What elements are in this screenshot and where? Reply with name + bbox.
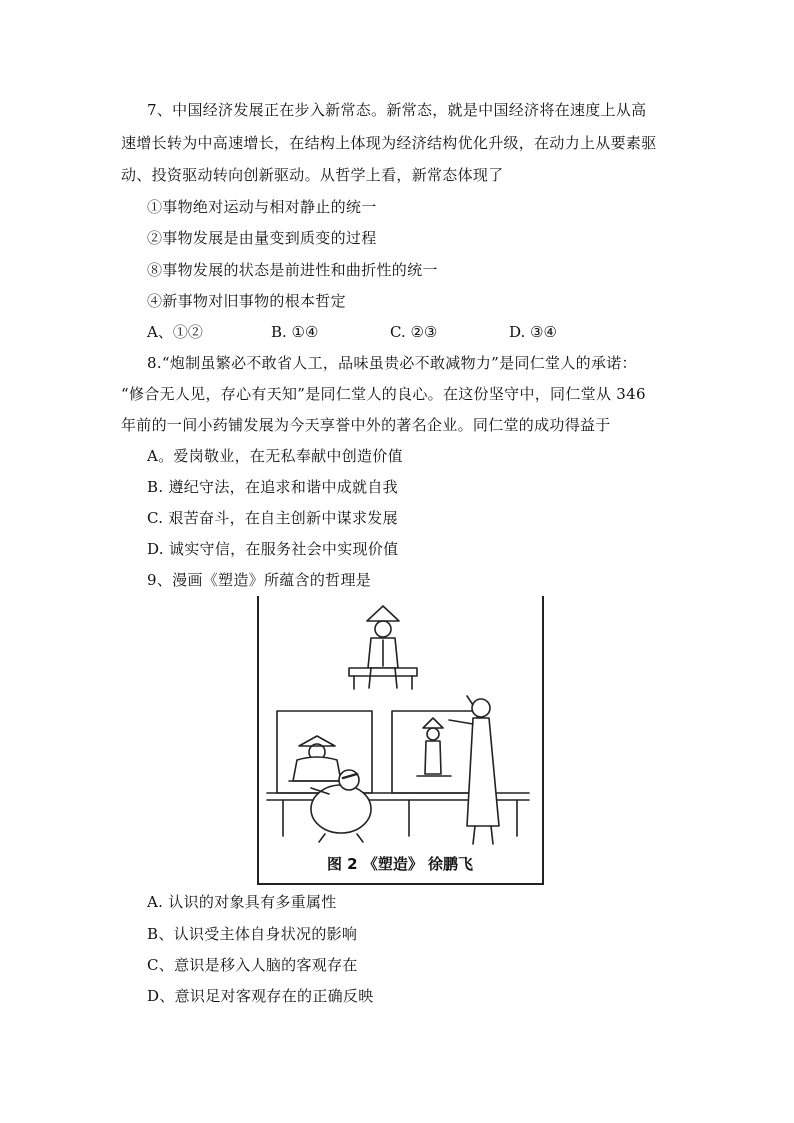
q7-statement-4: ④新事物对旧事物的根本哲定 xyxy=(147,292,346,310)
cartoon-image xyxy=(257,596,544,885)
q7-statement-2: ②事物发展是由量变到质变的过程 xyxy=(147,229,377,247)
q9-option-d: D、意识足对客观存在的正确反映 xyxy=(147,987,374,1005)
q8-option-a: A。爱岗敬业，在无私奉献中创造价值 xyxy=(147,447,403,465)
q7-option-d: D. ③④ xyxy=(509,323,557,341)
q7-option-a: A、①② xyxy=(147,323,203,341)
q8-stem-line-1: 8.“炮制虽繁必不敢省人工，品味虽贵必不敢减物力”是同仁堂人的承诺： xyxy=(147,354,637,372)
q8-stem-line-3: 年前的一间小药铺发展为今天享誉中外的著名企业。同仁堂的成功得益于 xyxy=(121,416,611,434)
q8-option-b: B. 遵纪守法，在追求和谐中成就自我 xyxy=(147,478,398,496)
cartoon-drawing xyxy=(259,596,542,883)
q7-option-b: B. ①④ xyxy=(271,323,319,341)
q8-stem-line-2: “修合无人见，存心有天知”是同仁堂人的良心。在这份坚守中，同仁堂从 346 xyxy=(121,385,646,403)
q9-option-a: A. 认识的对象具有多重属性 xyxy=(147,893,337,911)
q7-option-c: C. ②③ xyxy=(390,323,438,341)
q7-stem-line-2: 速增长转为中高速增长，在结构上体现为经济结构优化升级，在动力上从要素驱 xyxy=(121,134,657,152)
q9-option-b: B、认识受主体自身状况的影响 xyxy=(147,925,358,943)
q9-option-c: C、意识是移入人脑的客观存在 xyxy=(147,956,358,974)
q7-statement-1: ①事物绝对运动与相对静止的统一 xyxy=(147,198,377,216)
q7-stem-line-1: 7、中国经济发展正在步入新常态。新常态，就是中国经济将在速度上从高 xyxy=(147,101,647,119)
q8-option-d: D. 诚实守信，在服务社会中实现价值 xyxy=(147,540,399,558)
cartoon-caption: 图 2 《塑造》 徐鹏飞 xyxy=(326,855,474,873)
q7-statement-3: ⑧事物发展的状态是前进性和曲折性的统一 xyxy=(147,261,438,279)
q9-stem: 9、漫画《塑造》所蕴含的哲理是 xyxy=(147,571,372,589)
q8-option-c: C. 艰苦奋斗，在自主创新中谋求发展 xyxy=(147,509,398,527)
q7-stem-line-3: 动、投资驱动转向创新驱动。从哲学上看，新常态体现了 xyxy=(121,166,504,184)
